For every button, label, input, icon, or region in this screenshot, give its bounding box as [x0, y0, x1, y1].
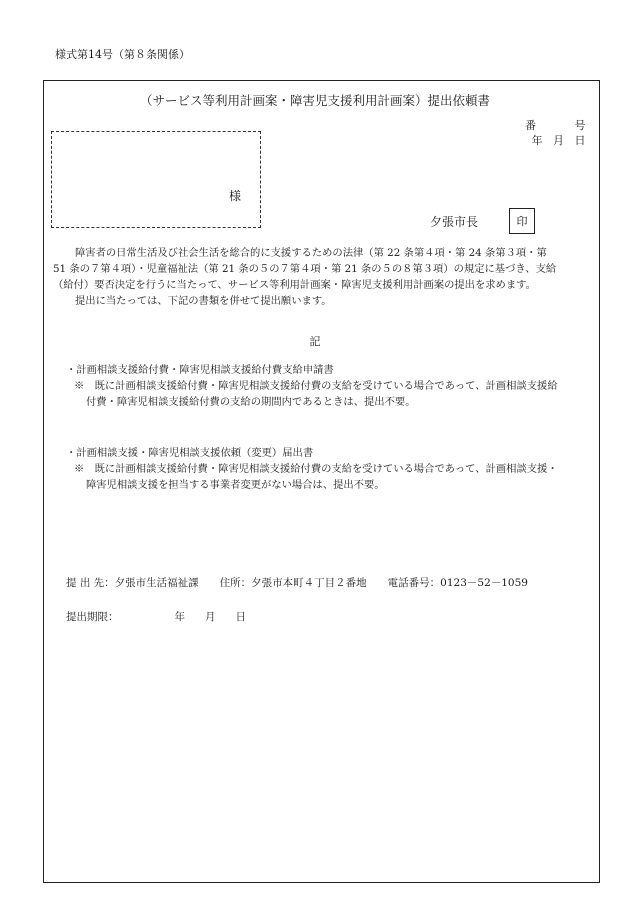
body-line: 障害者の日常生活及び社会生活を総合的に支援するための法律（第 22 条第４項・第 24 条第３項・第	[75, 247, 547, 259]
submission-info: 提 出 先：夕張市生活福祉課 住所：夕張市本町４丁目２番地 電話番号：0123－52－1059	[66, 577, 528, 589]
item2-title: ・計画相談支援・障害児相談支援依頼（変更）届出書	[66, 447, 314, 459]
date-month: 月	[553, 134, 565, 147]
deadline-label: 提出期限：	[66, 611, 119, 623]
date-year: 年	[531, 134, 543, 147]
seal-text: 印	[516, 215, 528, 228]
deadline-year: 年	[174, 611, 185, 623]
recipient-address-box	[51, 131, 261, 228]
document-date-line	[532, 132, 587, 148]
seal-box	[509, 208, 535, 234]
date-day: 日	[574, 134, 586, 147]
item1-title: ・計画相談支援給付費・障害児相談支援給付費支給申請書	[66, 364, 334, 376]
issuer-name: 夕張市長	[430, 215, 479, 229]
item2-note: ※ 既に計画相談支援給付費・障害児相談支援給付費の支給を受けている場合であって、計画相談支援・	[74, 463, 558, 475]
item1-note-continued: 付費・障害児相談支援給付費の支給の期間内であるときは、提出不要。	[86, 396, 416, 408]
body-paragraph	[53, 245, 593, 309]
deadline-day: 日	[235, 611, 246, 623]
item2-note-continued: 障害児相談支援を担当する事業者変更がない場合は、提出不要。	[86, 479, 385, 491]
body-line: （給付）要否決定を行うに当たって、サービス等利用計画案・障害児支援利用計画案の提出を求めます。	[53, 279, 536, 291]
recipient-honorific: 様	[229, 189, 242, 203]
ki-heading: 記	[309, 335, 321, 348]
document-number-line	[525, 117, 586, 133]
number-suffix: 号	[574, 119, 586, 132]
item1-note: ※ 既に計画相談支援給付費・障害児相談支援給付費の支給を受けている場合であって、計画相談支援給	[74, 380, 558, 392]
submission-deadline	[66, 609, 246, 624]
document-title: （サービス等利用計画案・障害児支援利用計画案）提出依頼書	[139, 93, 490, 108]
number-label: 番	[525, 119, 537, 132]
body-line: 提出に当たっては、下記の書類を併せて提出願います。	[75, 295, 332, 307]
deadline-month: 月	[205, 611, 216, 623]
body-line: 51 条の７第４項）・児童福祉法（第 21 条の５の７第４項・第 21 条の５の８第３項）の規定に基づき、支給	[53, 263, 557, 275]
form-number-label: 様式第14号（第８条関係）	[55, 48, 190, 61]
